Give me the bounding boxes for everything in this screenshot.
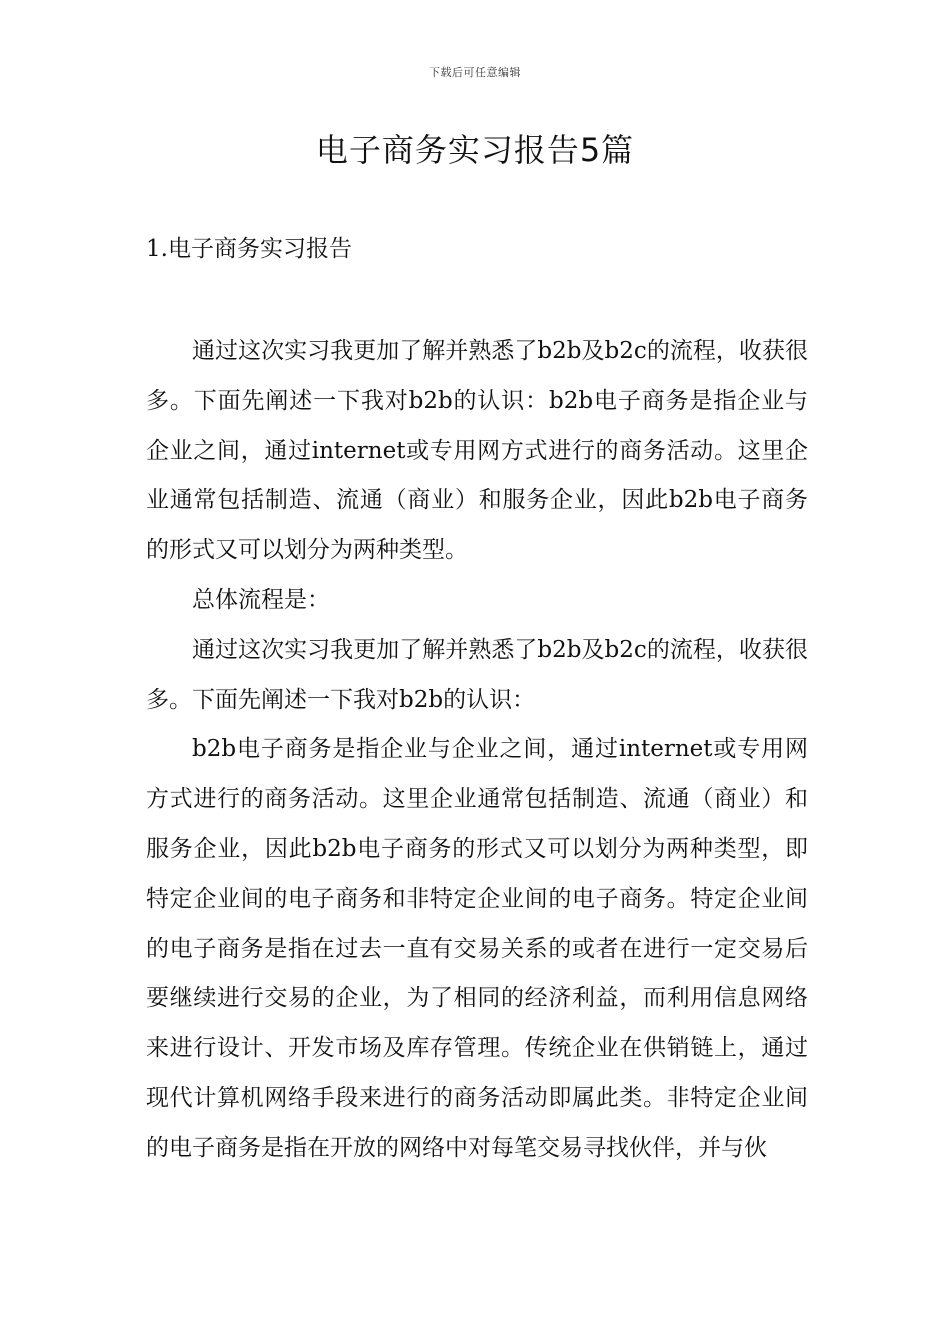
paragraph: b2b电子商务是指企业与企业之间，通过internet或专用网方式进行的商务活动。这里企业通常包括制造、流通（商业）和服务企业，因此b2b电子商务的形式又可以划分为两种类型，即特定企业间的电子商务和非特定企业间的电子商务。特定企业间的电子商务是指在过去一直有交易关系的或者在进行一定交易后要继续进行交易的企业，为了相同的经济利益，而利用信息网络来进行设计、开发市场及库存管理。传统企业在供销链上，通过现代计算机网络手段来进行的商务活动即属此类。非特定企业间的电子商务是指在开放的网络中对每笔交易寻找伙伴，并与伙 — [146, 736, 808, 1161]
section-heading: 1.电子商务实习报告 — [146, 236, 352, 262]
paragraph: 通过这次实习我更加了解并熟悉了b2b及b2c的流程，收获很多。下面先阐述一下我对b2b的认识：b2b电子商务是指企业与企业之间，通过internet或专用网方式进行的商务活动。这里企业通常包括制造、流通（商业）和服务企业，因此b2b电子商务的形式又可以划分为两种类型。 — [146, 338, 808, 564]
header-note: 下载后可任意编辑 — [429, 66, 521, 79]
body-text — [146, 327, 808, 1174]
document-title: 电子商务实习报告5篇 — [315, 131, 635, 169]
paragraph: 总体流程是： — [192, 586, 330, 613]
paragraph: 通过这次实习我更加了解并熟悉了b2b及b2c的流程，收获很多。下面先阐述一下我对b2b的认识： — [146, 636, 808, 713]
